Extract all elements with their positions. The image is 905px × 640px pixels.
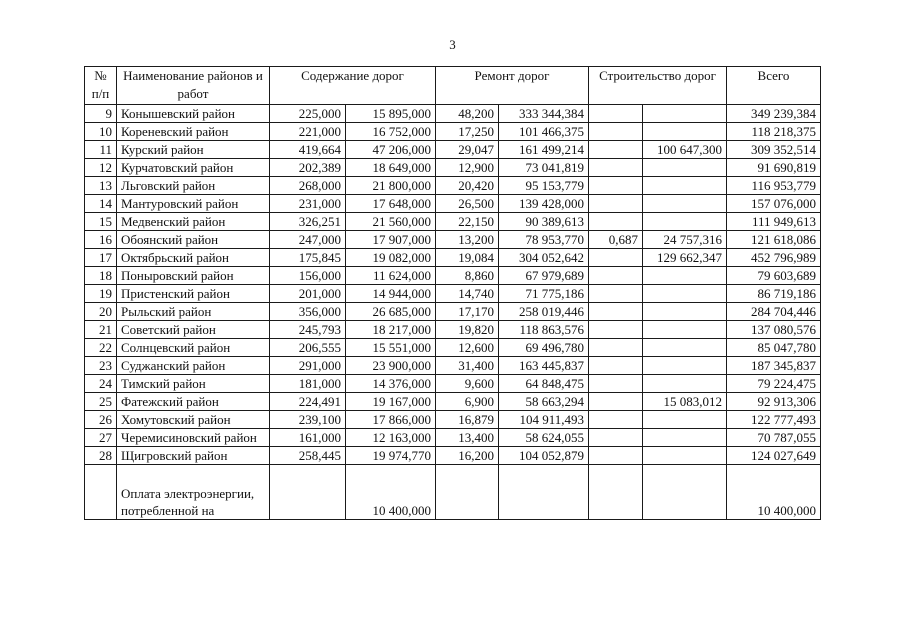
district-name: Солнцевский район [117,339,270,357]
construction-km [589,321,643,339]
header-repair: Ремонт дорог [436,67,589,105]
repair-km: 9,600 [436,375,499,393]
table-row [85,141,821,159]
maintenance-km: 247,000 [270,231,346,249]
maintenance-amount: 14 944,000 [346,285,436,303]
row-number [85,465,117,520]
table-header-row [85,67,821,105]
table-row [85,159,821,177]
row-total: 124 027,649 [727,447,821,465]
maintenance-km: 291,000 [270,357,346,375]
maintenance-amount: 26 685,000 [346,303,436,321]
row-total: 118 218,375 [727,123,821,141]
row-number: 15 [85,213,117,231]
repair-km: 13,200 [436,231,499,249]
table-row [85,447,821,465]
construction-km [589,357,643,375]
maintenance-amount: 19 082,000 [346,249,436,267]
table-row [85,123,821,141]
repair-km: 22,150 [436,213,499,231]
maintenance-km: 231,000 [270,195,346,213]
repair-km: 31,400 [436,357,499,375]
district-name: Льговский район [117,177,270,195]
repair-km: 14,740 [436,285,499,303]
row-total: 349 239,384 [727,105,821,123]
row-total: 452 796,989 [727,249,821,267]
repair-amount: 139 428,000 [499,195,589,213]
row-total: 284 704,446 [727,303,821,321]
table-row [85,465,821,520]
repair-amount: 304 052,642 [499,249,589,267]
maintenance-amount: 15 551,000 [346,339,436,357]
row-number: 17 [85,249,117,267]
construction-km [589,249,643,267]
repair-amount: 333 344,384 [499,105,589,123]
row-total: 92 913,306 [727,393,821,411]
construction-km [589,267,643,285]
maintenance-amount: 10 400,000 [346,465,436,520]
maintenance-amount: 19 974,770 [346,447,436,465]
row-total: 91 690,819 [727,159,821,177]
table-row [85,375,821,393]
table-row [85,285,821,303]
construction-km [589,303,643,321]
row-total: 79 224,475 [727,375,821,393]
construction-amount [643,285,727,303]
district-name: Советский район [117,321,270,339]
maintenance-amount: 19 167,000 [346,393,436,411]
row-total: 121 618,086 [727,231,821,249]
district-name: Хомутовский район [117,411,270,429]
row-number: 9 [85,105,117,123]
construction-km [589,159,643,177]
repair-amount: 161 499,214 [499,141,589,159]
construction-amount [643,123,727,141]
row-number: 14 [85,195,117,213]
table-row [85,303,821,321]
row-number: 26 [85,411,117,429]
repair-km [436,465,499,520]
table-row [85,411,821,429]
construction-km [589,195,643,213]
row-total: 122 777,493 [727,411,821,429]
construction-amount: 24 757,316 [643,231,727,249]
table-row [85,195,821,213]
row-total: 70 787,055 [727,429,821,447]
district-name: Медвенский район [117,213,270,231]
header-maintenance: Содержание дорог [270,67,436,105]
maintenance-amount: 12 163,000 [346,429,436,447]
maintenance-amount: 47 206,000 [346,141,436,159]
maintenance-km: 245,793 [270,321,346,339]
table-body [85,105,821,520]
construction-km [589,465,643,520]
construction-amount: 129 662,347 [643,249,727,267]
maintenance-km: 221,000 [270,123,346,141]
district-name: Фатежский район [117,393,270,411]
row-total: 137 080,576 [727,321,821,339]
repair-amount: 58 624,055 [499,429,589,447]
district-name: Конышевский район [117,105,270,123]
repair-amount: 78 953,770 [499,231,589,249]
construction-amount: 100 647,300 [643,141,727,159]
row-number: 11 [85,141,117,159]
district-name: Октябрьский район [117,249,270,267]
repair-km: 48,200 [436,105,499,123]
row-number: 28 [85,447,117,465]
repair-amount: 67 979,689 [499,267,589,285]
construction-amount [643,375,727,393]
repair-km: 16,879 [436,411,499,429]
header-name: Наименование районов и работ [117,67,270,105]
row-number: 18 [85,267,117,285]
table-row [85,393,821,411]
maintenance-km: 258,445 [270,447,346,465]
row-number: 22 [85,339,117,357]
row-number: 23 [85,357,117,375]
row-total: 85 047,780 [727,339,821,357]
repair-km: 17,250 [436,123,499,141]
repair-amount: 73 041,819 [499,159,589,177]
district-name: Кореневский район [117,123,270,141]
construction-km: 0,687 [589,231,643,249]
maintenance-amount: 21 560,000 [346,213,436,231]
district-name: Щигровский район [117,447,270,465]
row-total: 116 953,779 [727,177,821,195]
maintenance-km: 225,000 [270,105,346,123]
row-number: 12 [85,159,117,177]
table-row [85,249,821,267]
row-number: 16 [85,231,117,249]
construction-km [589,285,643,303]
district-name: Черемисиновский район [117,429,270,447]
repair-amount: 104 052,879 [499,447,589,465]
table-row [85,321,821,339]
table-row [85,429,821,447]
construction-km [589,393,643,411]
maintenance-km: 201,000 [270,285,346,303]
district-name: Рыльский район [117,303,270,321]
repair-amount: 104 911,493 [499,411,589,429]
construction-km [589,447,643,465]
district-name: Курский район [117,141,270,159]
repair-km: 12,900 [436,159,499,177]
district-name: Курчатовский район [117,159,270,177]
construction-km [589,105,643,123]
maintenance-km: 161,000 [270,429,346,447]
maintenance-amount: 18 649,000 [346,159,436,177]
maintenance-amount: 11 624,000 [346,267,436,285]
maintenance-amount: 21 800,000 [346,177,436,195]
maintenance-amount: 16 752,000 [346,123,436,141]
row-total: 86 719,186 [727,285,821,303]
maintenance-km: 202,389 [270,159,346,177]
construction-amount [643,321,727,339]
repair-km: 26,500 [436,195,499,213]
row-total: 111 949,613 [727,213,821,231]
district-name: Оплата электроэнергии, потребленной на [117,465,270,520]
construction-amount [643,195,727,213]
maintenance-km: 181,000 [270,375,346,393]
repair-km: 19,084 [436,249,499,267]
repair-km: 17,170 [436,303,499,321]
maintenance-amount: 17 866,000 [346,411,436,429]
construction-km [589,141,643,159]
row-total: 79 603,689 [727,267,821,285]
header-total: Всего [727,67,821,105]
repair-km: 13,400 [436,429,499,447]
maintenance-km: 326,251 [270,213,346,231]
construction-amount [643,213,727,231]
repair-amount: 69 496,780 [499,339,589,357]
repair-amount: 118 863,576 [499,321,589,339]
construction-amount [643,447,727,465]
row-number: 20 [85,303,117,321]
repair-amount: 101 466,375 [499,123,589,141]
district-name: Пристенский район [117,285,270,303]
construction-amount [643,465,727,520]
row-total: 10 400,000 [727,465,821,520]
construction-km [589,177,643,195]
maintenance-km: 206,555 [270,339,346,357]
district-name: Мантуровский район [117,195,270,213]
district-name: Суджанский район [117,357,270,375]
table-row [85,231,821,249]
row-number: 25 [85,393,117,411]
construction-amount [643,267,727,285]
repair-km: 12,600 [436,339,499,357]
repair-amount: 71 775,186 [499,285,589,303]
construction-amount: 15 083,012 [643,393,727,411]
construction-km [589,339,643,357]
row-total: 309 352,514 [727,141,821,159]
maintenance-km: 356,000 [270,303,346,321]
maintenance-km: 175,845 [270,249,346,267]
maintenance-km: 156,000 [270,267,346,285]
maintenance-amount: 23 900,000 [346,357,436,375]
row-number: 24 [85,375,117,393]
row-number: 10 [85,123,117,141]
roads-budget-table [84,66,821,520]
maintenance-km: 224,491 [270,393,346,411]
construction-km [589,213,643,231]
row-total: 187 345,837 [727,357,821,375]
row-number: 19 [85,285,117,303]
district-name: Поныровский район [117,267,270,285]
table-row [85,267,821,285]
repair-km: 29,047 [436,141,499,159]
row-number: 13 [85,177,117,195]
construction-amount [643,159,727,177]
district-name: Обоянский район [117,231,270,249]
repair-km: 19,820 [436,321,499,339]
maintenance-amount: 17 648,000 [346,195,436,213]
maintenance-km: 419,664 [270,141,346,159]
construction-amount [643,303,727,321]
repair-amount [499,465,589,520]
construction-km [589,375,643,393]
construction-amount [643,339,727,357]
construction-amount [643,429,727,447]
repair-amount: 58 663,294 [499,393,589,411]
repair-km: 20,420 [436,177,499,195]
repair-km: 8,860 [436,267,499,285]
maintenance-km [270,465,346,520]
repair-amount: 64 848,475 [499,375,589,393]
page-number: 3 [449,37,456,52]
table-row [85,105,821,123]
construction-amount [643,411,727,429]
table-row [85,177,821,195]
row-number: 21 [85,321,117,339]
construction-km [589,429,643,447]
repair-amount: 95 153,779 [499,177,589,195]
repair-km: 16,200 [436,447,499,465]
table-row [85,357,821,375]
table-row [85,339,821,357]
header-num: № п/п [85,67,117,105]
maintenance-amount: 18 217,000 [346,321,436,339]
construction-amount [643,357,727,375]
construction-amount [643,105,727,123]
maintenance-amount: 14 376,000 [346,375,436,393]
construction-km [589,123,643,141]
repair-amount: 163 445,837 [499,357,589,375]
table-row [85,213,821,231]
construction-km [589,411,643,429]
maintenance-amount: 17 907,000 [346,231,436,249]
repair-amount: 258 019,446 [499,303,589,321]
district-name: Тимский район [117,375,270,393]
row-total: 157 076,000 [727,195,821,213]
header-construction: Строительство дорог [589,67,727,105]
construction-amount [643,177,727,195]
repair-amount: 90 389,613 [499,213,589,231]
repair-km: 6,900 [436,393,499,411]
maintenance-amount: 15 895,000 [346,105,436,123]
maintenance-km: 268,000 [270,177,346,195]
row-number: 27 [85,429,117,447]
maintenance-km: 239,100 [270,411,346,429]
